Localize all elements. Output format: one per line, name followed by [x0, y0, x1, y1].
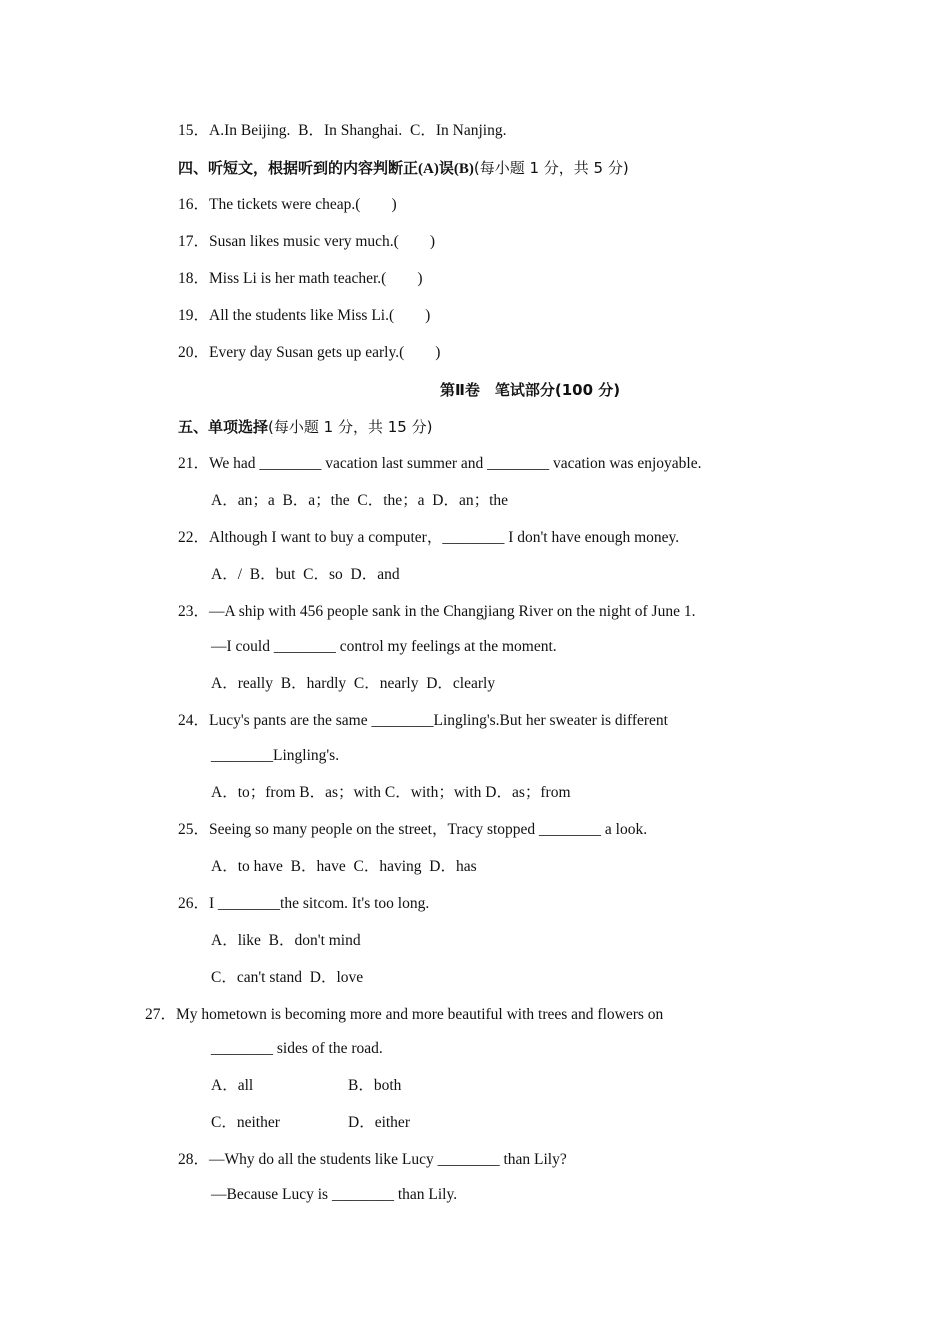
question-25: 25．Seeing so many people on the street，Tracy stopped ________ a look.	[178, 821, 648, 838]
section-4-title: 四、听短文，根据听到的内容判断正	[178, 159, 419, 177]
question-26-options-row-1: A．like B．don't mind	[211, 932, 361, 949]
volume-2-title: 第Ⅱ卷 笔试部分(100 分)	[440, 381, 621, 399]
question-27-option-c: C．neither	[211, 1114, 280, 1131]
section-5-title: 五、单项选择	[178, 418, 269, 436]
question-25-options: A．to have B．have C．having D．has	[211, 858, 477, 875]
question-26: 26．I ________the sitcom. It's too long.	[178, 895, 430, 912]
question-16: 16．The tickets were cheap.( )	[178, 196, 397, 213]
question-28: 28．—Why do all the students like Lucy ________ than Lily?	[178, 1151, 567, 1168]
question-22-options: A．/ B．but C．so D．and	[211, 566, 400, 583]
section-5-note: (每小题 1 分，共 15 分)	[268, 418, 433, 436]
question-21-options: A．an；a B．a；the C．the；a D．an；the	[211, 492, 509, 509]
section-4-heading	[178, 158, 629, 179]
question-15: 15．A.In Beijing. B．In Shanghai. C．In Nanjing.	[178, 122, 507, 139]
question-18: 18．Miss Li is her math teacher.( )	[178, 270, 423, 287]
question-20: 20．Every day Susan gets up early.( )	[178, 344, 441, 361]
section-5-heading	[178, 417, 432, 437]
question-24-options: A．to；from B．as；with C．with；with D．as；from	[211, 784, 571, 801]
question-23-reply: —I could ________ control my feelings at the moment.	[211, 638, 557, 655]
question-23: 23．—A ship with 456 people sank in the Changjiang River on the night of June 1.	[178, 603, 696, 620]
question-27-option-d: D．either	[348, 1114, 410, 1131]
question-27: 27．My hometown is becoming more and more beautiful with trees and flowers on	[145, 1006, 664, 1023]
question-28-reply: —Because Lucy is ________ than Lily.	[211, 1186, 458, 1203]
question-19: 19．All the students like Miss Li.( )	[178, 307, 431, 324]
question-22: 22．Although I want to buy a computer，________ I don't have enough money.	[178, 529, 680, 546]
question-21: 21．We had ________ vacation last summer and ________ vacation was enjoyable.	[178, 455, 702, 472]
section-4-ab: (A)误(B)	[418, 161, 474, 177]
question-24-continued: ________Lingling's.	[211, 747, 340, 764]
question-27-continued: ________ sides of the road.	[211, 1040, 383, 1057]
question-23-options: A．really B．hardly C．nearly D．clearly	[211, 675, 496, 692]
question-26-options-row-2: C．can't stand D．love	[211, 969, 364, 986]
question-24: 24．Lucy's pants are the same ________Lingling's.But her sweater is different	[178, 712, 668, 729]
section-4-note: (每小题 1 分，共 5 分)	[473, 159, 629, 177]
question-27-option-b: B．both	[348, 1077, 402, 1094]
question-17: 17．Susan likes music very much.( )	[178, 233, 436, 250]
question-27-option-a: A．all	[211, 1077, 254, 1094]
